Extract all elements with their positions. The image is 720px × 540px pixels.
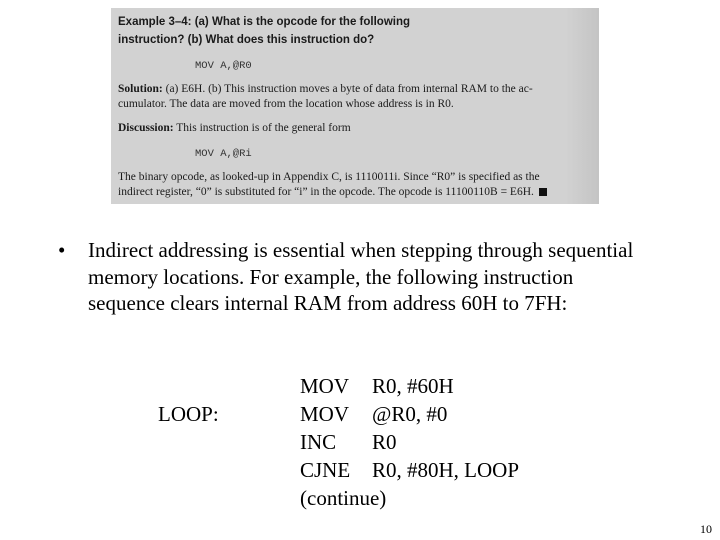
scan-shading xyxy=(565,8,599,204)
asm-operands: @R0, #0 xyxy=(372,402,448,426)
discussion-text: This instruction is of the general form xyxy=(173,122,351,134)
asm-opcode: MOV xyxy=(300,402,350,426)
bullet-marker: • xyxy=(58,238,66,262)
discussion-line xyxy=(118,122,351,134)
asm-operands: R0 xyxy=(372,430,397,454)
asm-operands: R0, #60H xyxy=(372,374,454,398)
end-of-example-mark xyxy=(539,188,547,196)
asm-line-2 xyxy=(300,402,447,427)
loop-label: LOOP: xyxy=(158,402,219,426)
discussion-label: Discussion: xyxy=(118,122,174,134)
asm-line-4 xyxy=(300,458,519,483)
solution-line-1 xyxy=(118,83,533,95)
binary-opcode-line-2 xyxy=(118,186,547,198)
asm-line-3 xyxy=(300,430,397,455)
binary-opcode-text-2: indirect register, “0” is substituted for “i” in the opcode. The opcode is 11100110B = E6H. xyxy=(118,186,534,198)
continue-note: (continue) xyxy=(300,486,387,510)
textbook-excerpt-image xyxy=(111,8,599,204)
solution-text-1: (a) E6H. (b) This instruction moves a byte of data from internal RAM to the ac- xyxy=(162,83,533,95)
example-code-1: MOV A,@R0 xyxy=(195,60,252,72)
example-title-line-1: Example 3–4: (a) What is the opcode for the following xyxy=(118,16,411,28)
page-number: 10 xyxy=(700,522,712,536)
example-code-2: MOV A,@Ri xyxy=(195,148,252,160)
asm-opcode: INC xyxy=(300,430,337,454)
example-title-line-2: instruction? (b) What does this instruction do? xyxy=(118,34,375,46)
asm-line-1 xyxy=(300,374,454,399)
asm-opcode: MOV xyxy=(300,374,350,398)
solution-line-2: cumulator. The data are moved from the location whose address is in R0. xyxy=(118,98,454,110)
asm-operands: R0, #80H, LOOP xyxy=(372,458,520,482)
binary-opcode-line-1: The binary opcode, as looked-up in Appendix C, is 1110011i. Since “R0” is specified as the xyxy=(118,171,540,183)
solution-label: Solution: xyxy=(118,83,163,95)
asm-opcode: CJNE xyxy=(300,458,351,482)
bullet-text: Indirect addressing is essential when stepping through sequential memory locations. For example, the following instruction sequence clears internal RAM from address 60H to 7FH: xyxy=(88,238,634,315)
